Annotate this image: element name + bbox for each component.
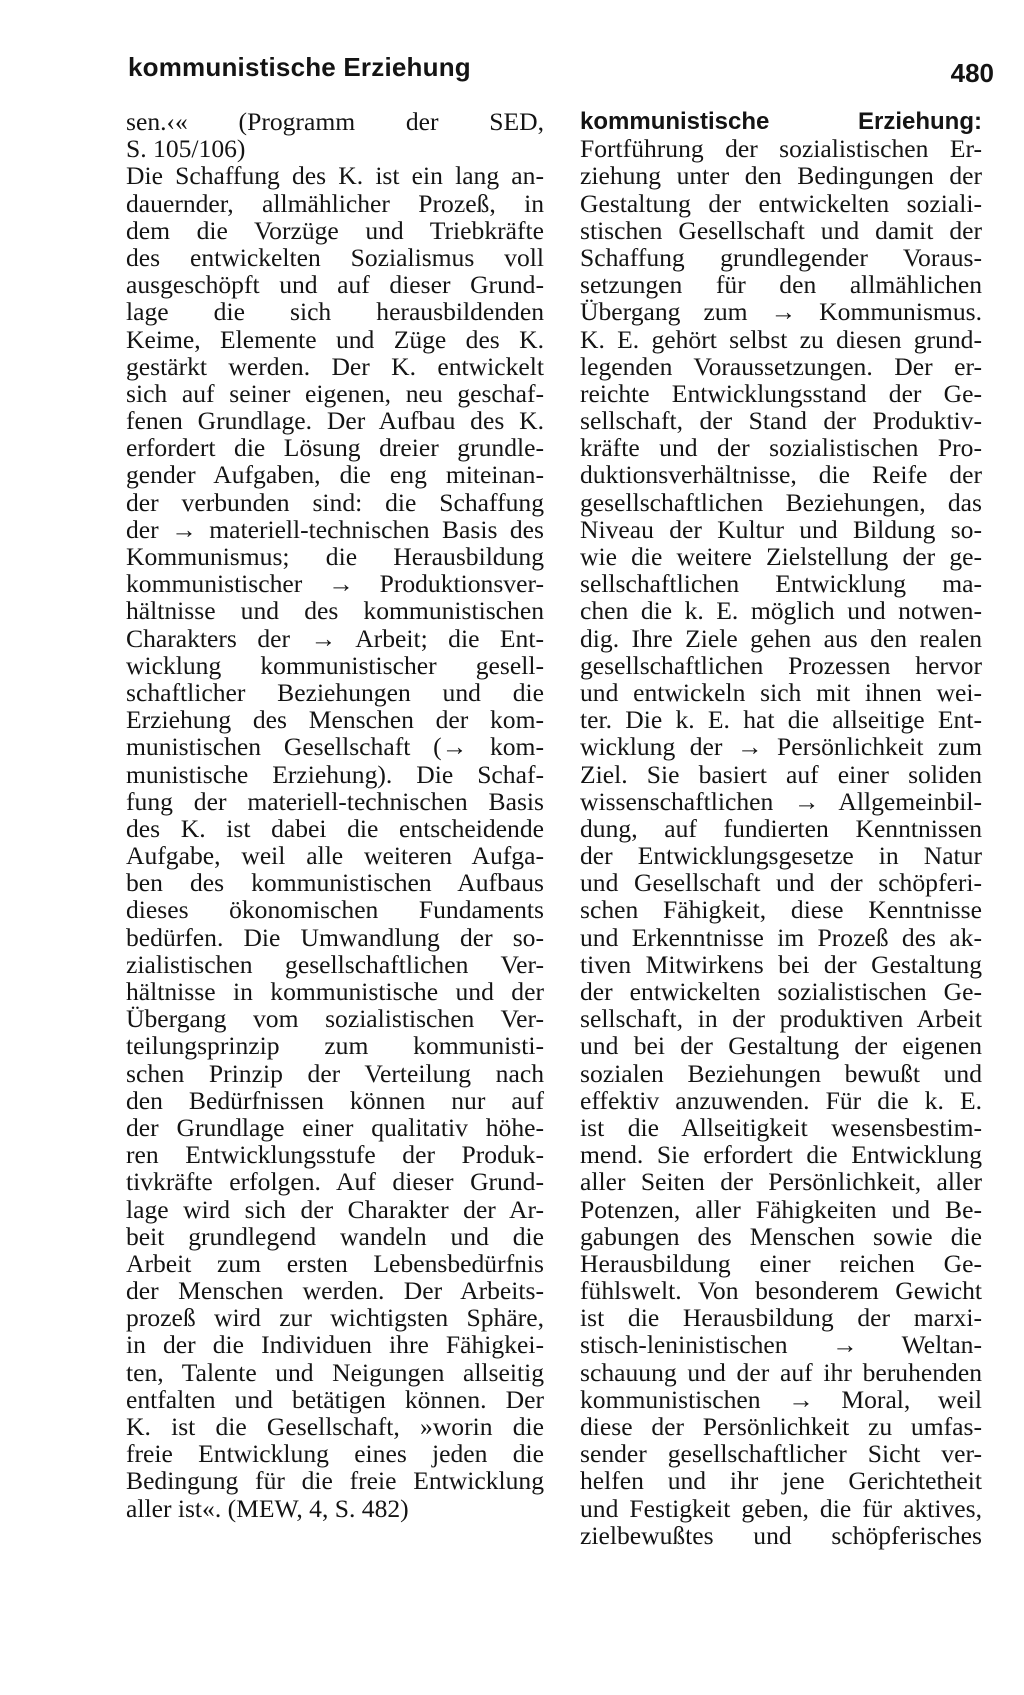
text-line: Keime, Elemente und Züge des K. [126, 324, 544, 354]
text-line: schen Fähigkeit, diese Kenntnisse [580, 895, 982, 925]
text-line: dung, auf fundierten Kenntnissen [580, 813, 982, 843]
text-line: Ziel. Sie basiert auf einer soliden [580, 759, 982, 789]
text-line: ist die Allseitigkeit wesensbestim- [580, 1112, 982, 1142]
text-line: lage die sich herausbildenden [126, 297, 544, 327]
text-line: und entwickeln sich mit ihnen wei- [580, 677, 982, 707]
text-line: schen Prinzip der Verteilung nach [126, 1058, 544, 1088]
text-line: mend. Sie erfordert die Entwicklung [580, 1140, 982, 1170]
text-line: ren Entwicklungsstufe der Produk- [126, 1140, 544, 1170]
text-line: in der die Individuen ihre Fähigkei- [126, 1330, 544, 1360]
text-line: stisch-leninistischen → Weltan- [580, 1330, 982, 1360]
right-text-column [580, 108, 982, 1549]
text-line: stischen Gesellschaft und damit der [580, 215, 982, 245]
text-line: wissenschaftlichen → Allgemeinbil- [580, 786, 982, 816]
text-line: sellschaft, in der produktiven Arbeit [580, 1004, 982, 1034]
text-line: kommunistischen → Moral, weil [580, 1384, 982, 1414]
text-line: Kommunismus; die Herausbildung [126, 542, 544, 571]
text-line: Schaffung grundlegender Voraus- [580, 242, 982, 272]
text-line: erfordert die Lösung dreier grundle- [126, 433, 544, 463]
text-line: sender gesellschaftlicher Sicht ver- [580, 1439, 982, 1469]
text-line: setzungen für den allmählichen [580, 270, 982, 300]
text-line: schaftlicher Beziehungen und die [126, 677, 544, 707]
text-line: gestärkt werden. Der K. entwickelt [126, 351, 544, 381]
text-line: wicklung kommunistischer gesell- [126, 650, 544, 680]
text-line: lage wird sich der Charakter der Ar- [126, 1194, 544, 1224]
text-line: prozeß wird zur wichtigsten Sphäre, [126, 1303, 544, 1333]
text-line: aller ist«. (MEW, 4, S. 482) [126, 1493, 409, 1523]
text-line: gender Aufgaben, die eng miteinan- [126, 460, 544, 490]
text-line: ist die Herausbildung der marxi- [580, 1303, 982, 1333]
text-line: und bei der Gestaltung der eigenen [580, 1031, 982, 1061]
text-line: Aufgabe, weil alle weiteren Aufga- [126, 841, 544, 871]
left-text-column [126, 108, 544, 1522]
text-line: der → materiell-technischen Basis des [126, 514, 544, 544]
text-line: tiven Mitwirkens bei der Gestaltung [580, 949, 982, 979]
text-line: fenen Grundlage. Der Aufbau des K. [126, 406, 544, 436]
text-line: Übergang zum → Kommunismus. [580, 297, 982, 327]
text-line: gesellschaftlichen Prozessen hervor [580, 650, 982, 680]
text-line: dig. Ihre Ziele gehen aus den realen [580, 623, 982, 653]
text-line: Die Schaffung des K. ist ein lang an- [126, 161, 544, 191]
text-line: munistischen Gesellschaft (→ kom- [126, 732, 544, 762]
text-line: duktionsverhältnisse, die Reife der [580, 460, 982, 490]
text-line: des K. ist dabei die entscheidende [126, 813, 544, 843]
text-line: dieses ökonomischen Fundaments [126, 895, 544, 925]
text-line: wie die weitere Zielstellung der ge- [580, 542, 982, 571]
text-line: und Gesellschaft und der schöpferi- [580, 868, 982, 898]
text-line: dem die Vorzüge und Triebkräfte [126, 215, 544, 245]
text-line: Gestaltung der entwickelten soziali- [580, 188, 982, 218]
text-line: gesellschaftlichen Beziehungen, das [580, 487, 982, 517]
page-number: 480 [950, 58, 994, 88]
text-line: kräfte und der sozialistischen Pro- [580, 433, 982, 463]
text-line: dauernder, allmählicher Prozeß, in [126, 188, 544, 218]
text-line: ben des kommunistischen Aufbaus [126, 868, 544, 898]
text-line: fühlswelt. Von besonderem Gewicht [580, 1276, 982, 1306]
text-line: Übergang vom sozialistischen Ver- [126, 1004, 544, 1034]
text-line: ten, Talente und Neigungen allseitig [126, 1357, 544, 1387]
text-line: Charakters der → Arbeit; die Ent- [126, 623, 544, 653]
running-header-title: kommunistische Erziehung [128, 52, 471, 82]
text-line: entfalten und betätigen können. Der [126, 1384, 544, 1414]
text-line: beit grundlegend wandeln und die [126, 1221, 544, 1251]
text-line: S. 105/106) [126, 134, 246, 164]
text-line: K. ist die Gesellschaft, »worin die [126, 1412, 544, 1441]
text-line: zielbewußtes und schöpferisches [580, 1520, 982, 1550]
text-line: aller Seiten der Persönlichkeit, aller [580, 1167, 982, 1197]
text-line: effektiv anzuwenden. Für die k. E. [580, 1085, 982, 1115]
text-line: hältnisse in kommunistische und der [126, 977, 544, 1006]
text-line: den Bedürfnissen können nur auf [126, 1085, 544, 1115]
text-line: sich auf seiner eigenen, neu geschaf- [126, 378, 544, 408]
text-line: Herausbildung einer reichen Ge- [580, 1248, 982, 1278]
text-line: schauung und der auf ihr beruhenden [580, 1357, 982, 1387]
text-line: der entwickelten sozialistischen Ge- [580, 977, 982, 1006]
text-line: hältnisse und des kommunistischen [126, 596, 544, 626]
text-line: der Menschen werden. Der Arbeits- [126, 1276, 544, 1306]
text-line: der Entwicklungsgesetze in Natur [580, 841, 982, 871]
text-line: Niveau der Kultur und Bildung so- [580, 514, 982, 544]
text-line: helfen und ihr jene Gerichtetheit [580, 1466, 982, 1496]
text-line: bedürfen. Die Umwandlung der so- [126, 922, 544, 952]
text-line: ter. Die k. E. hat die allseitige Ent- [580, 705, 982, 735]
text-line: Potenzen, aller Fähigkeiten und Be- [580, 1194, 982, 1224]
text-line: freie Entwicklung eines jeden die [126, 1439, 544, 1469]
text-line: sellschaft, der Stand der Produktiv- [580, 406, 982, 436]
text-line: ausgeschöpft und auf dieser Grund- [126, 270, 544, 300]
text-line: sozialen Beziehungen bewußt und [580, 1058, 982, 1088]
text-line: legenden Voraussetzungen. Der er- [580, 351, 982, 381]
entry-keyword: kommunistische Erziehung: [580, 108, 982, 135]
text-line: gabungen des Menschen sowie die [580, 1221, 982, 1251]
text-line: sen.‹« (Programm der SED, [126, 107, 544, 136]
text-line: fung der materiell-technischen Basis [126, 786, 544, 816]
text-line: teilungsprinzip zum kommunisti- [126, 1031, 544, 1061]
text-line: K. E. gehört selbst zu diesen grund- [580, 324, 982, 354]
text-line: kommunistischer → Produktionsver- [126, 569, 544, 599]
text-line: zialistischen gesellschaftlichen Ver- [126, 949, 544, 979]
text-line: des entwickelten Sozialismus voll [126, 242, 544, 272]
text-line: munistische Erziehung). Die Schaf- [126, 759, 544, 789]
text-line: der Grundlage einer qualitativ höhe- [126, 1112, 544, 1142]
text-line: der verbunden sind: die Schaffung [126, 487, 544, 517]
text-line: Arbeit zum ersten Lebensbedürfnis [126, 1248, 544, 1278]
text-line: tivkräfte erfolgen. Auf dieser Grund- [126, 1167, 544, 1197]
text-line: und Festigkeit geben, die für aktives, [580, 1493, 982, 1523]
text-line: Bedingung für die freie Entwicklung [126, 1466, 544, 1496]
text-line: wicklung der → Persönlichkeit zum [580, 732, 982, 762]
text-line: reichte Entwicklungsstand der Ge- [580, 378, 982, 408]
text-line: chen die k. E. möglich und notwen- [580, 596, 982, 626]
text-line: Fortführung der sozialistischen Er- [580, 134, 982, 164]
text-line: diese der Persönlichkeit zu umfas- [580, 1412, 982, 1441]
text-line: ziehung unter den Bedingungen der [580, 161, 982, 191]
text-line: und Erkenntnisse im Prozeß des ak- [580, 922, 982, 952]
text-line: Erziehung des Menschen der kom- [126, 705, 544, 735]
text-line: sellschaftlichen Entwicklung ma- [580, 569, 982, 599]
